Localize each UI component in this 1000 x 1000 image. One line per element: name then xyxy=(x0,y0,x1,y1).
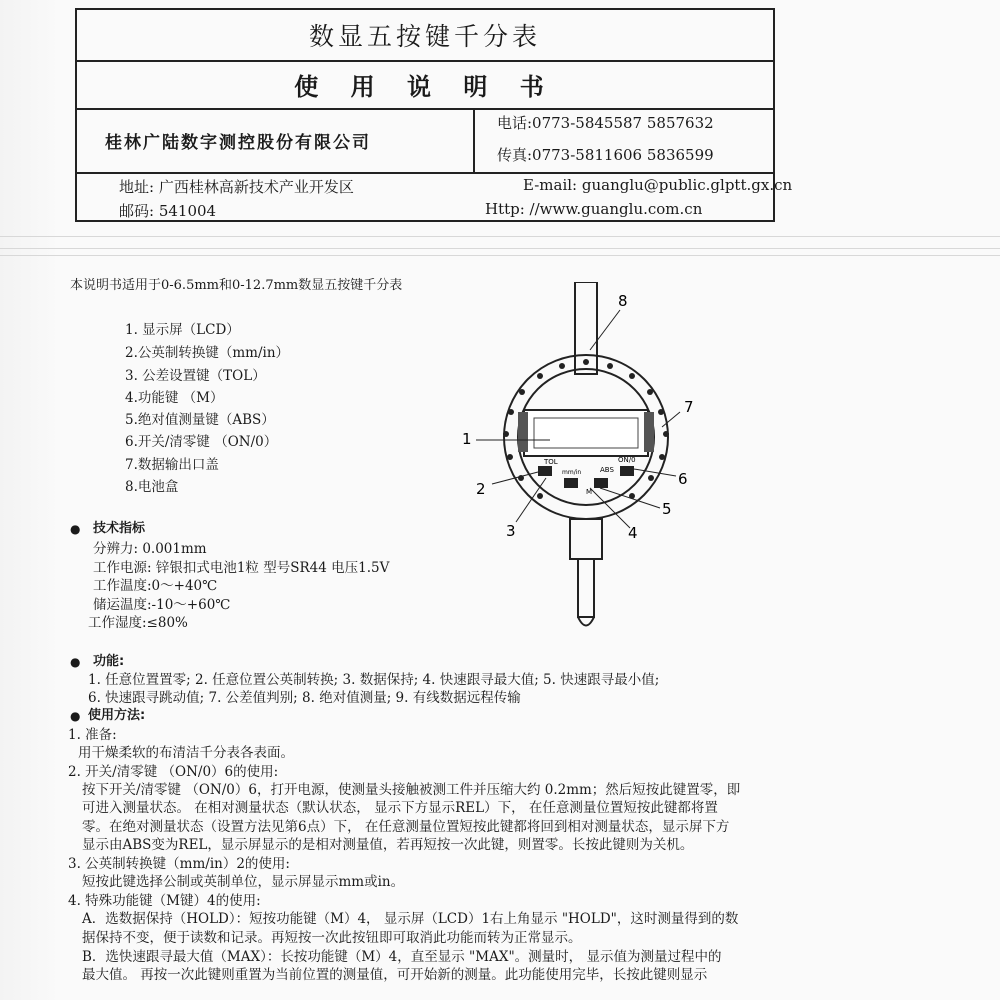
usage-line: 4. 特殊功能键（M键）4的使用: xyxy=(68,893,261,909)
key-label: ABS xyxy=(600,466,614,474)
part-item: 1. 显示屏（LCD） xyxy=(125,322,240,338)
key-label: TOL xyxy=(544,458,558,466)
function-line: 6. 快速跟寻跳动值; 7. 公差值判别; 8. 绝对值测量; 9. 有线数据远程传输 xyxy=(88,690,521,706)
function-keys xyxy=(538,466,634,488)
usage-line: 短按此键选择公制或英制单位，显示屏显示mm或in。 xyxy=(82,874,405,890)
callout-7: 7 xyxy=(684,398,694,416)
spec-line: 工作湿度:≤80% xyxy=(88,615,188,631)
usage-line: B．选快速跟寻最大值（MAX）：长按功能键（M）4，直至显示 "MAX"。测量时， 显示值为测量过程中的 xyxy=(82,949,722,965)
telephone: 电话:0773-5845587 5857632 xyxy=(497,114,714,132)
part-item: 4.功能键 （M） xyxy=(125,390,224,406)
email: E-mail: guanglu@public.glptt.gx.cn xyxy=(523,176,793,194)
callout-6: 6 xyxy=(678,470,688,488)
specs-title: 技术指标 xyxy=(93,521,146,536)
part-item: 3. 公差设置键（TOL） xyxy=(125,368,266,384)
fax: 传真:0773-5811606 5836599 xyxy=(497,146,714,164)
callout-5: 5 xyxy=(662,500,672,518)
usage-line: 显示由ABS变为REL，显示屏显示的是相对测量值，若再短按一次此键，则置零。长按此键则为关机。 xyxy=(82,837,694,853)
on-zero-key xyxy=(620,466,634,476)
callout-8: 8 xyxy=(618,292,628,310)
lcd-side-right xyxy=(644,412,654,452)
header-table xyxy=(75,8,793,222)
bullet-icon: ● xyxy=(70,709,81,723)
tol-key xyxy=(538,466,552,476)
part-item: 5.绝对值测量键（ABS） xyxy=(125,412,275,428)
usage-line: 3. 公英制转换键（mm/in）2的使用: xyxy=(68,856,290,872)
dial-indicator-diagram xyxy=(440,282,740,647)
company-row xyxy=(77,108,773,174)
usage-line: A．选数据保持（HOLD）：短按功能键（M）4， 显示屏（LCD）1右上角显示 "HOLD"，这时测量得到的数 xyxy=(82,911,739,927)
spec-line: 工作电源: 锌银扣式电池1粒 型号SR44 电压1.5V xyxy=(93,560,390,576)
part-item: 8.电池盒 xyxy=(125,479,179,495)
usage-line: 用干燥柔软的布清洁千分表各表面。 xyxy=(78,745,294,761)
usage-title: 使用方法: xyxy=(88,708,146,723)
callout-3: 3 xyxy=(506,522,516,540)
spec-line: 分辨力: 0.001mm xyxy=(93,541,207,557)
part-item: 6.开关/清零键 （ON/0） xyxy=(125,434,278,450)
scan-fold-line xyxy=(0,248,1000,249)
m-key xyxy=(594,478,608,488)
usage-line: 按下开关/清零键 （ON/0）6，打开电源，使测量头接触被测工件并压缩大约 0.2mm；然后短按此键置零，即 xyxy=(82,782,741,798)
lcd-display xyxy=(524,410,648,456)
intro-text: 本说明书适用于0-6.5mm和0-12.7mm数显五按键千分表 xyxy=(70,278,403,293)
scan-margin xyxy=(0,0,60,1000)
company-name: 桂林广陆数字测控股份有限公司 xyxy=(77,108,475,172)
usage-line: 零。在绝对测量状态（设置方法见第6点）下， 在任意测量位置短按此键都将回到相对测量状态，显示屏下方 xyxy=(82,819,730,835)
key-label: M xyxy=(586,488,593,496)
callout-2: 2 xyxy=(476,480,486,498)
spec-line: 储运温度:-10～+60℃ xyxy=(93,597,231,613)
spec-line: 工作温度:0～+40℃ xyxy=(93,578,218,594)
usage-line: 2. 开关/清零键 （ON/0）6的使用: xyxy=(68,764,279,780)
scan-fold-line xyxy=(0,255,1000,256)
callout-1: 1 xyxy=(462,430,472,448)
callout-4: 4 xyxy=(628,524,638,542)
usage-line: 1. 准备: xyxy=(68,727,117,743)
usage-line: 最大值。 再按一次此键则重置为当前位置的测量值，可开始新的测量。此功能使用完毕，长按此键则显示 xyxy=(82,967,708,983)
mm-in-key xyxy=(564,478,578,488)
spindle xyxy=(578,559,594,617)
stem-sleeve xyxy=(570,519,602,559)
key-label: ON/0 xyxy=(618,456,636,464)
address: 地址: 广西桂林高新技术产业开发区 xyxy=(119,178,354,196)
bullet-icon: ● xyxy=(70,522,81,536)
document-subtitle: 使 用 说 明 书 xyxy=(77,60,773,110)
document-title: 数显五按键千分表 xyxy=(77,10,773,62)
function-line: 1. 任意位置置零; 2. 任意位置公英制转换; 3. 数据保持; 4. 快速跟寻最大值; 5. 快速跟寻最小值; xyxy=(88,672,660,688)
functions-title: 功能: xyxy=(93,654,125,669)
bullet-icon: ● xyxy=(70,655,81,669)
usage-line: 据保持不变，便于读数和记录。再短按一次此按钮即可取消此功能而转为正常显示。 xyxy=(82,930,582,946)
lcd-side-left xyxy=(518,412,528,452)
part-item: 2.公英制转换键（mm/in） xyxy=(125,345,290,361)
scan-fold-line xyxy=(0,236,1000,237)
usage-line: 可进入测量状态。 在相对测量状态（默认状态， 显示下方显示REL）下， 在任意测量位置短按此键都将置 xyxy=(82,800,718,816)
postal-code: 邮码: 541004 xyxy=(119,202,217,220)
key-label: mm/in xyxy=(562,469,582,476)
contact-point xyxy=(578,617,594,626)
website: Http: //www.guanglu.com.cn xyxy=(485,200,703,218)
part-item: 7.数据输出口盖 xyxy=(125,457,219,473)
